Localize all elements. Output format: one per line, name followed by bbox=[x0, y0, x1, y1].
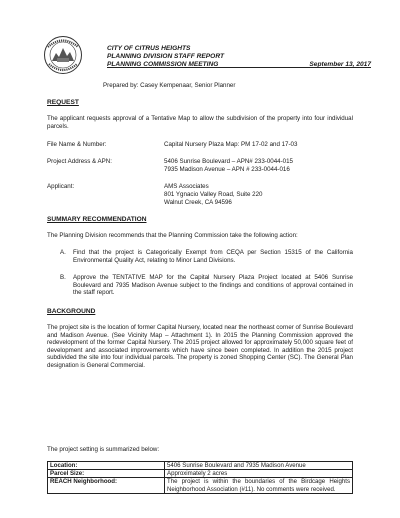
address-line-2: 7935 Madison Avenue – APN # 233-0044-016 bbox=[164, 166, 290, 173]
table-row bbox=[48, 462, 353, 470]
row-label-reach-neighborhood: REACH Neighborhood: bbox=[48, 478, 165, 493]
meeting-date: September 13, 2017 bbox=[309, 61, 371, 68]
item-b-marker: B. bbox=[60, 274, 66, 281]
table-row bbox=[48, 470, 353, 478]
prepared-by: Prepared by: Casey Kempenaar, Senior Planner bbox=[103, 82, 236, 89]
applicant-line-2: 801 Ygnacio Valley Road, Suite 220 bbox=[164, 191, 263, 198]
meeting-line bbox=[107, 61, 371, 69]
row-label-location: Location: bbox=[48, 462, 165, 470]
request-text: The applicant requests approval of a Tentative Map to allow the subdivision of the property into four individual parcels. bbox=[47, 115, 353, 130]
summary-intro: The Planning Division recommends that the Planning Commission take the following action: bbox=[47, 232, 298, 239]
setting-intro: The project setting is summarized below: bbox=[47, 446, 160, 453]
background-heading: BACKGROUND bbox=[47, 308, 96, 315]
division-name: PLANNING DIVISION STAFF REPORT bbox=[107, 53, 224, 60]
item-a-marker: A. bbox=[60, 249, 66, 256]
item-a-text: Find that the project is Categorically Exempt from CEQA per Section 15315 of the California Environmental Quality Act, relating to Minor Land Divisions. bbox=[73, 249, 353, 264]
summary-heading: SUMMARY RECOMMENDATION bbox=[47, 216, 147, 223]
applicant-label: Applicant: bbox=[47, 183, 75, 190]
table-row bbox=[48, 478, 353, 493]
city-seal-logo bbox=[43, 34, 83, 76]
row-value-reach-neighborhood: The project is within the boundaries of the Birdcage Heights Neighborhood Association (#11). No comments were received. bbox=[165, 478, 353, 493]
address-line-1: 5406 Sunrise Boulevard – APN# 233-0044-015 bbox=[164, 158, 293, 165]
background-text: The project site is the location of former Capital Nursery, located near the northeast corner of Sunrise Boulevard and Madison Avenue. (See Vicinity Map – Attachment 1). In 2015 the Planning Commission approved the redevelopment of the former Capital Nursery. The 2015 project allowed for approximately 50,000 square feet of development and associated improvements which have since been completed. In addition the 2015 project subdivided the site into four individual parcels. The property is zoned Shopping Center (SC). The General Plan designation is General Commercial. bbox=[47, 324, 353, 369]
applicant-line-3: Walnut Creek, CA 94596 bbox=[164, 199, 232, 206]
row-label-parcel-size: Parcel Size: bbox=[48, 470, 165, 478]
row-value-parcel-size: Approximately 2 acres bbox=[165, 470, 353, 478]
city-name: CITY OF CITRUS HEIGHTS bbox=[107, 45, 191, 52]
applicant-line-1: AMS Associates bbox=[164, 183, 209, 190]
header-divider bbox=[107, 67, 371, 68]
meeting-name: PLANNING COMMISSION MEETING bbox=[107, 61, 219, 68]
address-label: Project Address & APN: bbox=[47, 158, 112, 165]
file-label: File Name & Number: bbox=[47, 141, 107, 148]
row-value-location: 5406 Sunrise Boulevard and 7935 Madison Avenue bbox=[165, 462, 353, 470]
request-heading: REQUEST bbox=[47, 99, 79, 106]
file-value: Capital Nursery Plaza Map: PM 17-02 and 17-03 bbox=[164, 141, 298, 148]
project-setting-table bbox=[47, 461, 353, 494]
item-b-text: Approve the TENTATIVE MAP for the Capital Nursery Plaza Project located at 5406 Sunrise Boulevard and 7935 Madison Avenue subject to the findings and conditions of approval contained in the staff report. bbox=[73, 274, 353, 297]
